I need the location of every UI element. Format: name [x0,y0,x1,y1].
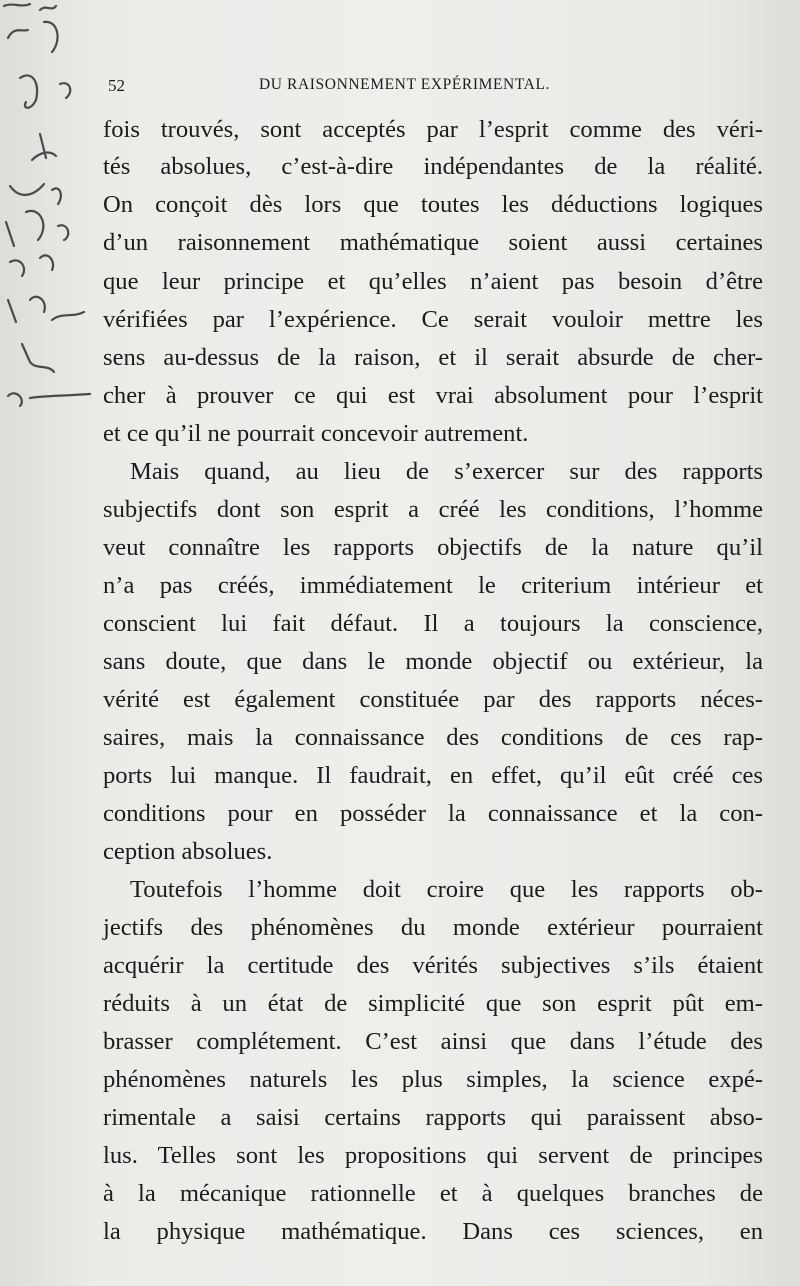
page-header [108,76,628,100]
text-line: conditions pour en posséder la connaissance et la con- [103,800,763,827]
margin-scribble [4,4,56,10]
margin-scribble [10,184,61,204]
text-line: ports lui manque. Il faudrait, en effet, qu’il eût créé ces [103,762,763,789]
text-line: Mais quand, au lieu de s’exercer sur des rapports [130,458,763,485]
text-line: n’a pas créés, immédiatement le criterium intérieur et [103,572,763,599]
margin-scribble [32,134,56,160]
text-line: tés absolues, c’est-à-dire indépendantes de la réalité. [103,153,763,180]
text-line: à la mécanique rationnelle et à quelques branches de [103,1180,763,1207]
running-title: DU RAISONNEMENT EXPÉRIMENTAL. [259,76,550,93]
text-line: brasser complétement. C’est ainsi que dans l’étude des [103,1028,763,1055]
margin-scribble [10,255,53,276]
text-line: lus. Telles sont les propositions qui servent de principes [103,1142,763,1169]
text-line: cher à prouver ce qui est vrai absolument pour l’esprit [103,382,763,409]
text-line: conscient lui fait défaut. Il a toujours la conscience, [103,610,763,637]
text-line: Toutefois l’homme doit croire que les rapports ob- [130,876,763,903]
text-line: réduits à un état de simplicité que son esprit pût em- [103,990,763,1017]
text-line: subjectifs dont son esprit a créé les conditions, l’homme [103,496,763,523]
text-line: vérité est également constituée par des rapports néces- [103,686,763,713]
margin-scribble [8,22,58,52]
text-line: que leur principe et qu’elles n’aient pas besoin d’être [103,268,763,295]
text-line: phénomènes naturels les plus simples, la science expé- [103,1066,763,1093]
text-line: et ce qu’il ne pourrait concevoir autrement. [103,420,529,447]
margin-scribble [8,393,90,406]
text-line: rimentale a saisi certains rapports qui paraissent abso- [103,1104,763,1131]
text-line: jectifs des phénomènes du monde extérieur pourraient [103,914,763,941]
page-number: 52 [108,76,125,95]
text-line: sens au-dessus de la raison, et il serait absurde de cher- [103,344,763,371]
margin-scribble [20,75,70,107]
text-line: la physique mathématique. Dans ces sciences, en [103,1218,763,1245]
text-line: On conçoit dès lors que toutes les déductions logiques [103,191,763,218]
text-line: veut connaître les rapports objectifs de la nature qu’il [103,534,763,561]
text-line: acquérir la certitude des vérités subjectives s’ils étaient [103,952,763,979]
text-line: fois trouvés, sont acceptés par l’esprit comme des véri- [103,116,763,143]
text-line: ception absolues. [103,838,273,865]
margin-scribble [8,297,84,322]
handwritten-margin-notes [0,0,95,430]
margin-scribble [6,211,68,246]
margin-scribble [22,344,54,372]
text-line: vérifiées par l’expérience. Ce serait vouloir mettre les [103,306,763,333]
text-line: d’un raisonnement mathématique soient aussi certaines [103,229,763,256]
text-line: sans doute, que dans le monde objectif ou extérieur, la [103,648,763,675]
text-line: saires, mais la connaissance des conditions de ces rap- [103,724,763,751]
